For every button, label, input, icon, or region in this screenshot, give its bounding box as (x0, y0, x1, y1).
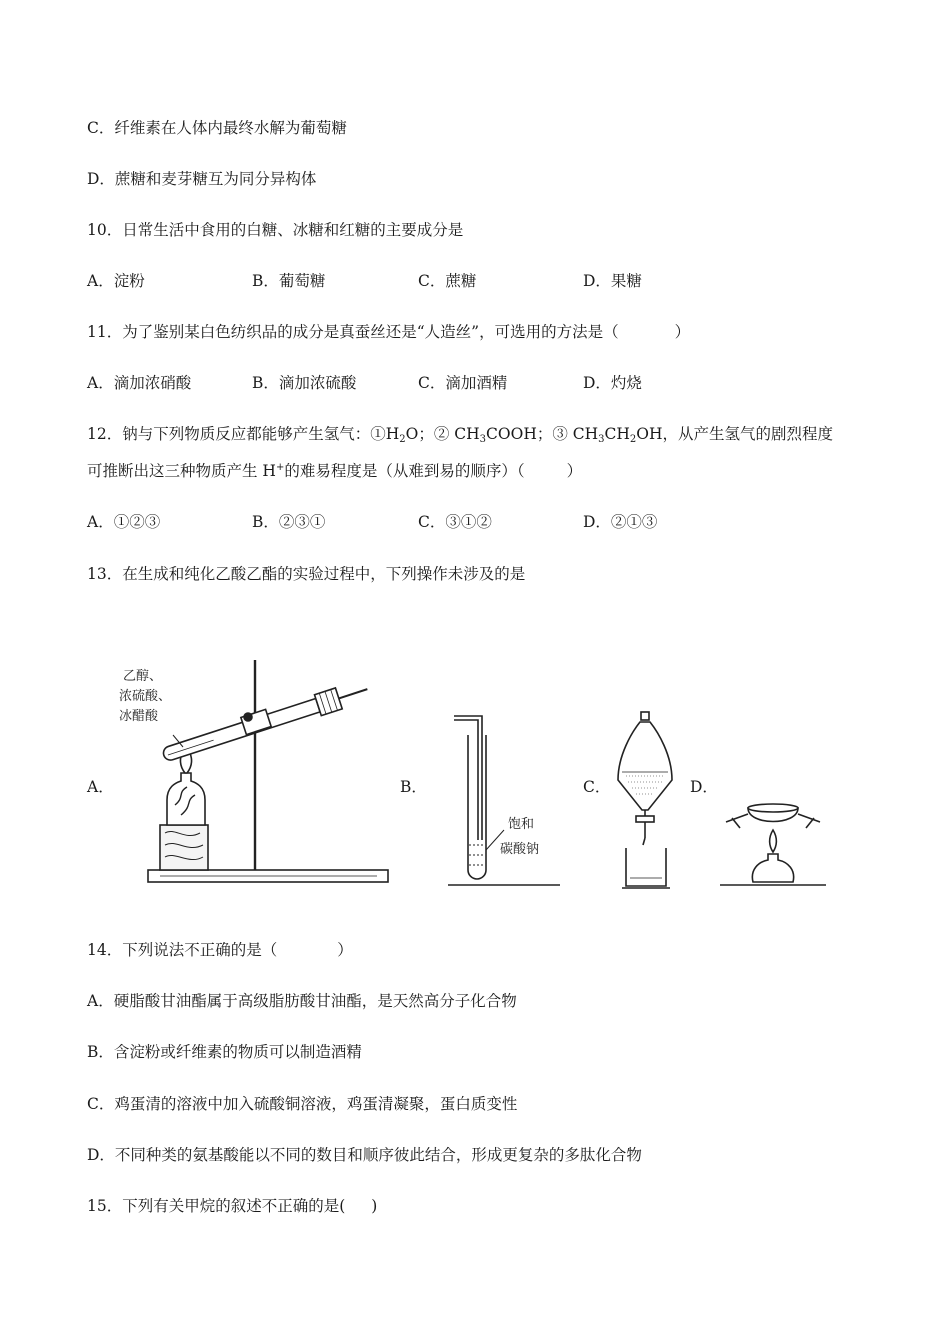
q13-label-b: B． (400, 778, 427, 796)
q12-stem-line1 (87, 424, 833, 444)
q11-option-d: D．灼烧 (583, 374, 642, 392)
q10-option-a: A．淀粉 (87, 272, 145, 290)
q15-close-paren: ) (371, 1197, 378, 1215)
q13-stem: 13．在生成和纯化乙酸乙酯的实验过程中，下列操作未涉及的是 (87, 565, 526, 583)
q10-stem: 10．日常生活中食用的白糖、冰糖和红糖的主要成分是 (87, 221, 464, 239)
q11-option-c: C．滴加酒精 (418, 374, 508, 392)
q14-option-d: D．不同种类的氨基酸能以不同的数目和顺序彼此结合，形成更复杂的多肽化合物 (87, 1146, 642, 1164)
q13-figure-b (440, 710, 565, 890)
q13-fig-b-label-2: 碳酸钠 (500, 842, 540, 857)
q11-option-b: B．滴加浓硫酸 (252, 374, 357, 392)
q12-line2-text: 可推断出这三种物质产生 H (87, 462, 276, 480)
q12-stem-line2 (87, 461, 582, 481)
q13-fig-a-label-1: 乙醇、 (123, 669, 163, 684)
q10-option-c: C．蔗糖 (418, 272, 477, 290)
q14-stem-line (87, 940, 353, 960)
q11-stem-line (87, 322, 690, 342)
q12-ethanol-oh: OH，从产生氢气的剧烈程度 (636, 425, 834, 443)
q12-ethanol-ch2: CH (604, 425, 630, 443)
q12-ethanol-ch3: CH (572, 425, 599, 443)
q13-label-c: C． (583, 778, 611, 796)
q10-option-b: B．葡萄糖 (252, 272, 326, 290)
q13-figure-c (610, 710, 680, 890)
q12-acetic-sub: 3 (479, 434, 487, 445)
q15-stem-line (87, 1196, 377, 1216)
q13-fig-a-label-3: 冰醋酸 (119, 709, 159, 724)
q10-option-d: D．果糖 (583, 272, 642, 290)
q11-close-paren: ） (674, 323, 691, 341)
q12-ethanol-sub2: 2 (629, 434, 637, 445)
q13-label-a: A． (87, 778, 114, 796)
q14-stem: 14．下列说法不正确的是（ (87, 941, 278, 959)
q14-option-a: A．硬脂酸甘油酯属于高级脂肪酸甘油酯，是天然高分子化合物 (87, 992, 517, 1010)
q12-ethanol-sub1: 3 (598, 434, 605, 445)
q14-option-c: C．鸡蛋清的溶液中加入硫酸铜溶液，鸡蛋清凝聚，蛋白质变性 (87, 1095, 518, 1113)
q12-h2o-o: O；② (405, 425, 455, 443)
q12-close-paren: ） (566, 462, 583, 480)
q13-figure-a (115, 655, 405, 890)
q13-fig-b-label-1: 饱和 (508, 817, 535, 832)
q12-option-c: C．③①② (418, 513, 492, 531)
q14-option-b: B．含淀粉或纤维素的物质可以制造酒精 (87, 1043, 362, 1061)
q9-option-d: D．蔗糖和麦芽糖互为同分异构体 (87, 170, 317, 188)
q12-prefix: 12．钠与下列物质反应都能够产生氢气：① (87, 425, 386, 443)
q12-line2-rest: 的难易程度是（从难到易的顺序）（ (284, 462, 525, 480)
q12-option-d: D．②①③ (583, 513, 658, 531)
q11-stem: 11．为了鉴别某白色纺织品的成分是真蚕丝还是“人造丝”，可选用的方法是（ (87, 323, 619, 341)
q13-label-d: D． (690, 778, 718, 796)
q12-hplus-sup: + (275, 462, 285, 473)
q15-stem: 15．下列有关甲烷的叙述不正确的是( (87, 1197, 346, 1215)
q9-option-c: C．纤维素在人体内最终水解为葡萄糖 (87, 119, 347, 137)
q12-option-b: B．②③① (252, 513, 326, 531)
q12-h2o-sub: 2 (399, 434, 406, 445)
q12-h2o-h: H (385, 425, 400, 443)
q11-option-a: A．滴加浓硝酸 (87, 374, 192, 392)
q13-fig-a-label-2: 浓硫酸、 (119, 689, 172, 704)
q12-acetic-cooh: COOH；③ (486, 425, 573, 443)
q13-figure-d (718, 800, 828, 890)
q12-option-a: A．①②③ (87, 513, 161, 531)
q14-close-paren: ） (337, 941, 353, 959)
q12-acetic-ch: CH (454, 425, 480, 443)
